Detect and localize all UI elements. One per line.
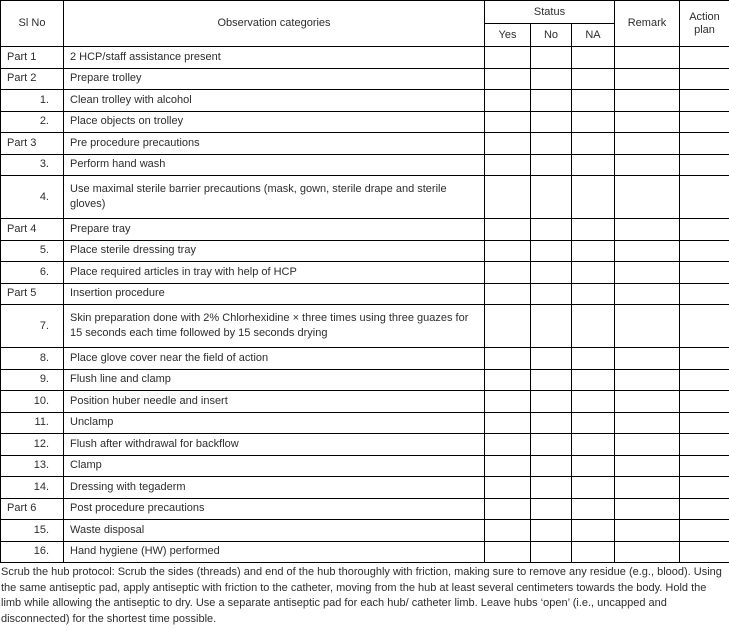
- na-cell: [572, 68, 615, 90]
- table-row: [1, 262, 729, 284]
- no-cell: [531, 305, 572, 348]
- table-row: [1, 434, 729, 456]
- observation-cell: Skin preparation done with 2% Chlorhexidine × three times using three guazes for 15 seconds each time followed by 15 seconds drying: [64, 305, 485, 348]
- yes-cell: [485, 154, 531, 176]
- action-plan-cell: [680, 90, 729, 112]
- sl-no-cell: 4.: [1, 176, 64, 219]
- table-row: [1, 455, 729, 477]
- remark-cell: [615, 348, 680, 370]
- header-na: NA: [572, 24, 615, 47]
- action-plan-cell: [680, 47, 729, 69]
- observation-cell: Use maximal sterile barrier precautions (mask, gown, sterile drape and sterile gloves): [64, 176, 485, 219]
- no-cell: [531, 498, 572, 520]
- observation-cell: Prepare trolley: [64, 68, 485, 90]
- sl-no-cell: 6.: [1, 262, 64, 284]
- action-plan-cell: [680, 348, 729, 370]
- na-cell: [572, 455, 615, 477]
- yes-cell: [485, 520, 531, 542]
- sl-no-cell: Part 1: [1, 47, 64, 69]
- remark-cell: [615, 240, 680, 262]
- sl-no-cell: Part 2: [1, 68, 64, 90]
- na-cell: [572, 348, 615, 370]
- remark-cell: [615, 541, 680, 563]
- remark-cell: [615, 111, 680, 133]
- no-cell: [531, 262, 572, 284]
- yes-cell: [485, 477, 531, 499]
- sl-no-cell: 14.: [1, 477, 64, 499]
- remark-cell: [615, 90, 680, 112]
- na-cell: [572, 176, 615, 219]
- observation-cell: Prepare tray: [64, 219, 485, 241]
- no-cell: [531, 133, 572, 155]
- table-row: [1, 240, 729, 262]
- observation-cell: Position huber needle and insert: [64, 391, 485, 413]
- action-plan-cell: [680, 477, 729, 499]
- table-row: [1, 219, 729, 241]
- action-plan-cell: [680, 498, 729, 520]
- yes-cell: [485, 68, 531, 90]
- remark-cell: [615, 477, 680, 499]
- sl-no-cell: Part 4: [1, 219, 64, 241]
- table-row: [1, 369, 729, 391]
- na-cell: [572, 133, 615, 155]
- header-action-plan: Action plan: [680, 1, 729, 47]
- remark-cell: [615, 455, 680, 477]
- table-row: [1, 154, 729, 176]
- table-row: [1, 176, 729, 219]
- yes-cell: [485, 434, 531, 456]
- observation-cell: Unclamp: [64, 412, 485, 434]
- sl-no-cell: 8.: [1, 348, 64, 370]
- observation-cell: Pre procedure precautions: [64, 133, 485, 155]
- na-cell: [572, 369, 615, 391]
- observation-cell: Post procedure precautions: [64, 498, 485, 520]
- header-remark: Remark: [615, 1, 680, 47]
- yes-cell: [485, 47, 531, 69]
- action-plan-cell: [680, 176, 729, 219]
- observation-cell: Place objects on trolley: [64, 111, 485, 133]
- na-cell: [572, 412, 615, 434]
- observation-cell: Place sterile dressing tray: [64, 240, 485, 262]
- no-cell: [531, 283, 572, 305]
- yes-cell: [485, 348, 531, 370]
- yes-cell: [485, 541, 531, 563]
- remark-cell: [615, 219, 680, 241]
- na-cell: [572, 498, 615, 520]
- yes-cell: [485, 240, 531, 262]
- table-row: [1, 520, 729, 542]
- sl-no-cell: 3.: [1, 154, 64, 176]
- na-cell: [572, 262, 615, 284]
- observation-cell: Clamp: [64, 455, 485, 477]
- sl-no-cell: 10.: [1, 391, 64, 413]
- table-row: [1, 348, 729, 370]
- table-row: [1, 90, 729, 112]
- sl-no-cell: 11.: [1, 412, 64, 434]
- observation-cell: Place glove cover near the field of action: [64, 348, 485, 370]
- action-plan-cell: [680, 391, 729, 413]
- table-row: [1, 133, 729, 155]
- remark-cell: [615, 283, 680, 305]
- yes-cell: [485, 90, 531, 112]
- no-cell: [531, 348, 572, 370]
- na-cell: [572, 541, 615, 563]
- sl-no-cell: Part 5: [1, 283, 64, 305]
- table-row: [1, 47, 729, 69]
- na-cell: [572, 434, 615, 456]
- table-row: [1, 498, 729, 520]
- no-cell: [531, 47, 572, 69]
- remark-cell: [615, 154, 680, 176]
- action-plan-cell: [680, 520, 729, 542]
- action-plan-cell: [680, 68, 729, 90]
- action-plan-cell: [680, 133, 729, 155]
- observation-cell: 2 HCP/staff assistance present: [64, 47, 485, 69]
- action-plan-cell: [680, 283, 729, 305]
- sl-no-cell: 9.: [1, 369, 64, 391]
- observation-cell: Hand hygiene (HW) performed: [64, 541, 485, 563]
- action-plan-cell: [680, 305, 729, 348]
- header-yes: Yes: [485, 24, 531, 47]
- na-cell: [572, 283, 615, 305]
- sl-no-cell: 12.: [1, 434, 64, 456]
- header-no: No: [531, 24, 572, 47]
- observation-cell: Clean trolley with alcohol: [64, 90, 485, 112]
- sl-no-cell: 16.: [1, 541, 64, 563]
- observation-cell: Perform hand wash: [64, 154, 485, 176]
- no-cell: [531, 90, 572, 112]
- action-plan-cell: [680, 219, 729, 241]
- remark-cell: [615, 434, 680, 456]
- sl-no-cell: Part 6: [1, 498, 64, 520]
- table-row: [1, 391, 729, 413]
- yes-cell: [485, 498, 531, 520]
- action-plan-cell: [680, 111, 729, 133]
- observation-cell: Waste disposal: [64, 520, 485, 542]
- sl-no-cell: 15.: [1, 520, 64, 542]
- no-cell: [531, 68, 572, 90]
- no-cell: [531, 176, 572, 219]
- action-plan-cell: [680, 412, 729, 434]
- table-row: [1, 305, 729, 348]
- table-row: [1, 477, 729, 499]
- remark-cell: [615, 176, 680, 219]
- yes-cell: [485, 176, 531, 219]
- na-cell: [572, 305, 615, 348]
- table-header: [1, 1, 729, 47]
- yes-cell: [485, 391, 531, 413]
- sl-no-cell: 7.: [1, 305, 64, 348]
- yes-cell: [485, 369, 531, 391]
- action-plan-cell: [680, 154, 729, 176]
- action-plan-cell: [680, 240, 729, 262]
- scrub-hub-protocol-note: Scrub the hub protocol: Scrub the sides (threads) and end of the hub thoroughly with friction, making sure to remove any residue (e.g., blood). Using the same antiseptic pad, apply antiseptic with friction to the catheter, moving from the hub at least several centimeters towards the body. Hold the limb while allowing the antiseptic to dry. Use a separate antiseptic pad for each hub/ catheter limb. Leave hubs ‘open’ (i.e., uncapped and disconnected) for the shortest time possible.: [1, 566, 722, 625]
- sl-no-cell: Part 3: [1, 133, 64, 155]
- na-cell: [572, 111, 615, 133]
- na-cell: [572, 520, 615, 542]
- no-cell: [531, 541, 572, 563]
- na-cell: [572, 219, 615, 241]
- no-cell: [531, 391, 572, 413]
- header-row-top: [1, 1, 729, 24]
- na-cell: [572, 47, 615, 69]
- sl-no-cell: 13.: [1, 455, 64, 477]
- yes-cell: [485, 283, 531, 305]
- observation-cell: Dressing with tegaderm: [64, 477, 485, 499]
- sl-no-cell: 1.: [1, 90, 64, 112]
- yes-cell: [485, 111, 531, 133]
- na-cell: [572, 477, 615, 499]
- yes-cell: [485, 412, 531, 434]
- table-row: [1, 68, 729, 90]
- remark-cell: [615, 68, 680, 90]
- no-cell: [531, 434, 572, 456]
- na-cell: [572, 154, 615, 176]
- table-row: [1, 283, 729, 305]
- na-cell: [572, 90, 615, 112]
- observation-cell: Place required articles in tray with help of HCP: [64, 262, 485, 284]
- remark-cell: [615, 133, 680, 155]
- sl-no-cell: 5.: [1, 240, 64, 262]
- remark-cell: [615, 498, 680, 520]
- no-cell: [531, 240, 572, 262]
- remark-cell: [615, 369, 680, 391]
- table-row: [1, 541, 729, 563]
- remark-cell: [615, 412, 680, 434]
- no-cell: [531, 154, 572, 176]
- no-cell: [531, 455, 572, 477]
- table-row: [1, 111, 729, 133]
- remark-cell: [615, 520, 680, 542]
- action-plan-cell: [680, 455, 729, 477]
- action-plan-cell: [680, 541, 729, 563]
- table-row: [1, 412, 729, 434]
- no-cell: [531, 219, 572, 241]
- no-cell: [531, 111, 572, 133]
- no-cell: [531, 477, 572, 499]
- observation-cell: Flush after withdrawal for backflow: [64, 434, 485, 456]
- no-cell: [531, 412, 572, 434]
- yes-cell: [485, 305, 531, 348]
- remark-cell: [615, 391, 680, 413]
- na-cell: [572, 240, 615, 262]
- yes-cell: [485, 455, 531, 477]
- header-observation-categories: Observation categories: [64, 1, 485, 47]
- action-plan-cell: [680, 369, 729, 391]
- remark-cell: [615, 305, 680, 348]
- yes-cell: [485, 262, 531, 284]
- observation-cell: Insertion procedure: [64, 283, 485, 305]
- action-plan-cell: [680, 434, 729, 456]
- table-body: [1, 47, 729, 563]
- yes-cell: [485, 133, 531, 155]
- no-cell: [531, 369, 572, 391]
- remark-cell: [615, 262, 680, 284]
- observation-cell: Flush line and clamp: [64, 369, 485, 391]
- sl-no-cell: 2.: [1, 111, 64, 133]
- no-cell: [531, 520, 572, 542]
- header-sl-no: Sl No: [1, 1, 64, 47]
- action-plan-cell: [680, 262, 729, 284]
- header-status: Status: [485, 1, 615, 24]
- yes-cell: [485, 219, 531, 241]
- remark-cell: [615, 47, 680, 69]
- na-cell: [572, 391, 615, 413]
